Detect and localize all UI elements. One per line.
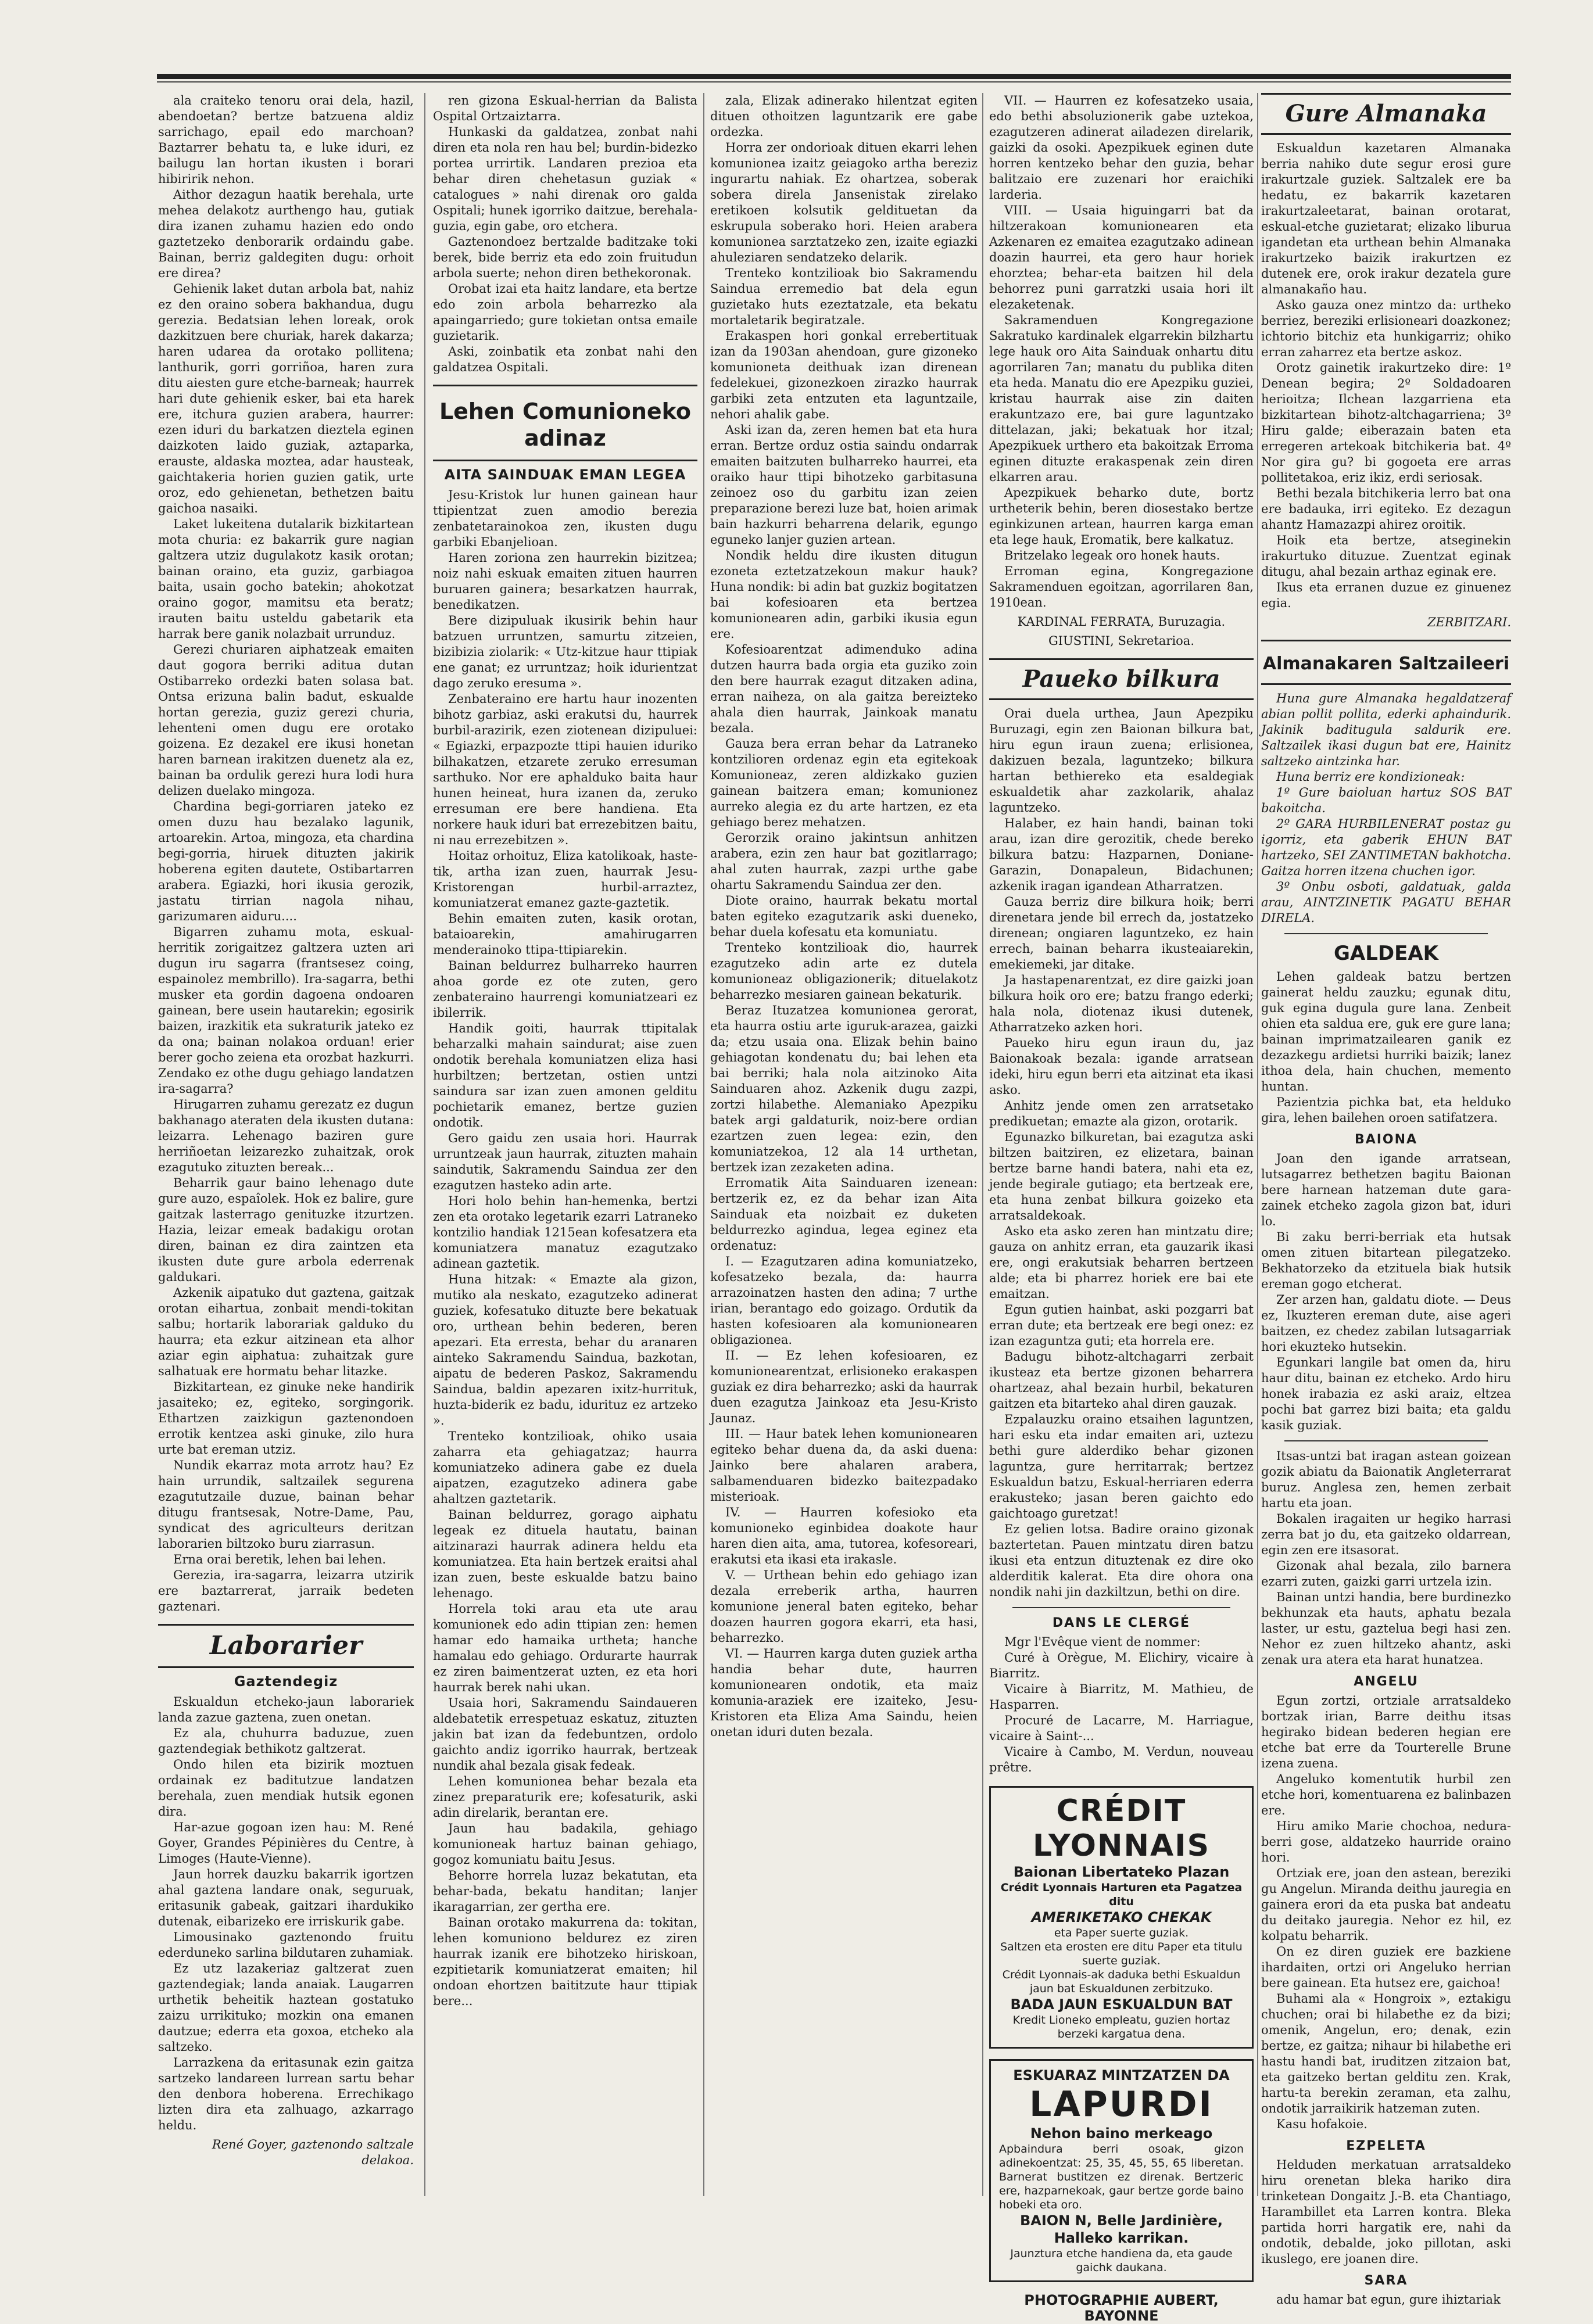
paragraph: Usaia hori, Sakramendu Saindaueren aldebatetik errespetuaz eskatuz, zituzten jakin bat izan da fedebuntzen, ordolo gaichto andiz igorriko haurrak, bertzeak nundik ahal bezala gisak fedeak. bbox=[433, 1696, 697, 1773]
signature-ferrata: KARDINAL FERRATA, Buruzagia. bbox=[1017, 615, 1226, 629]
ad-credit-line: Baionan Libertateko Plazan bbox=[1013, 1864, 1230, 1880]
laborarier-header bbox=[158, 1624, 414, 1668]
paragraph: Orotz gainetik irakurtzeko dire: 1º Denean begira; 2º Soldadoaren herioitza; Ilchean lazgarriena eta bizkitartean bihotz-altchagarriena; 3º Hiru galde; eiberazain baten eta erregeren artekoak bitchikeria bat. 4º Nor gira gu? bi gogoeta ere arras pollitetakoa, eriz ikiz, erdi seriosak. bbox=[1261, 361, 1511, 485]
paragraph: Aithor dezagun haatik berehala, urte mehea delakotz aurthengo hau, gutiak dira izanen zuhamu hazien edo ondo gaztetzeko denborarik ordaindu gabe. Bainan, berriz galdegiten dugu: orhoit ere direa? bbox=[158, 188, 414, 280]
paragraph: Hirugarren zuhamu gerezatz ez dugun bakhanago ateraten dela ikusten dutana: leizarra. Lehenago baziren gure herriñoetan leizarezko zuhaitzak, orok ezagutuko zituzten bereak... bbox=[158, 1098, 414, 1174]
top-rule-thin bbox=[157, 81, 1511, 83]
paragraph: Erna orai beretik, lehen bai lehen. bbox=[173, 1552, 386, 1566]
paragraph: Bethi bezala bitchikeria lerro bat ona ere badauka, irri egiteko. Ez dezagun ahantz Hamazazpi ahirez oroitik. bbox=[1261, 486, 1511, 532]
paragraph: Trenteko kontzilioak bio Sakramendu Saindua erremedio bat dela egun guzietako huts ezeztatzale, eta bekatu mortaletarik begiratzale. bbox=[710, 266, 978, 327]
paragraph: Sakramenduen Kongregazione Sakratuko kardinalek elgarrekin bilzhartu lege hauk oro Aita Sainduak onhartu ditu agorrilaren 7an; manatu du publika diten eta heda. Manatu dio ere Apezpiku guziei, kristau haurrak aise zin daiten erakuntzazo ere, bai gure laguntzako dittelazan, jaki; bekatuak hor itzal; Apezpikuek urthero eta bakoitzak Erroma eginen dituzte erakaspenak zein diren elkarren arau. bbox=[989, 313, 1254, 484]
article-ospital bbox=[433, 93, 697, 375]
paragraph: Lehen galdeak batzu bertzen gainerat heldu zauzku; egunak ditu, guk egina dugula gure lana. Zenbeit ohien eta saldua ere, guk ere gure lana; bainan imprimatzailearen ganik ez dezazkegu ardietsi hurriki baizik; lanez ithoa dela, hain chuchen, memento huntan. bbox=[1261, 970, 1511, 1093]
article-saltzaileak bbox=[1261, 691, 1511, 926]
paragraph: Angeluko komentutik hurbil zen etche hori, komentuarena ez balinbazen ere. bbox=[1261, 1772, 1511, 1817]
top-rule bbox=[157, 74, 1511, 79]
paragraph: Gauza berriz dire bilkura hoik; berri direnetara jende bil errech da, jostatzeko direnean; ongiaren laguntzeko, ez hain errech, bainan beharra ikusteaiarekin, emekiemeki, jar ditake. bbox=[989, 895, 1254, 971]
paragraph: Aski izan da, zeren hemen bat eta hura erran. Bertze orduz ostia saindu ondarrak emaiten baitzuten bulharreko haurrei, eta oraiko haur ttipi bihotzeko garbitasuna zeinoez oso du garbitu izan zeien preparazione berezi luze bat, hoien arimak bain hazkurri beharrena delarik, egungo eguneko lanjer guzien artean. bbox=[710, 423, 978, 547]
ad-credit-line: Kredit Lioneko empleatu, guzien hortaz berzeki kargatua dena. bbox=[1012, 2014, 1230, 2040]
paragraph: Haren zoriona zen haurrekin bizitzea; noiz nahi eskuak emaiten zituen haurren buruaren gainera; besarkatzen haurrak, benedikatzen. bbox=[433, 551, 697, 612]
paragraph: Bainan beldurrez, gorago aiphatu legeak ez dituela hautatu, bainan aitzinarazi haurrak adinera heldu eta komuniatzea. Eta hain bertzek eraitsi ahal izan zuen, beste eskualde batzu baino lehenago. bbox=[433, 1508, 697, 1600]
column-3 bbox=[710, 93, 978, 2196]
paragraph: Bokalen iragaiten ur hegiko harrasi zerra bat jo du, eta gaitzeko oldarrean, egin zen ere itsasorat. bbox=[1261, 1512, 1511, 1557]
paragraph: Kofesioarentzat adimenduko adina dutzen haurra bada orgia eta guziko zoin den bere haurrak ezagut ditzaken adina, erran naiheza, on ala gaitza bereizteko ahala dien haurrak, Jainkoak manatu bezala. bbox=[710, 643, 978, 735]
paragraph: Behin emaiten zuten, kasik orotan, bataioarekin, amahirugarren menderainoko ttipa-ttipiarekin. bbox=[433, 912, 697, 957]
paragraph: Jaun hau badakila, gehiago komunioneak hartuz bainan gehiago, gogoz komuniatu baitu Jesus. bbox=[433, 1821, 697, 1867]
saltzaileak-title: Almanakaren Saltzaileeri bbox=[1262, 654, 1510, 674]
paragraph: Ez gelien lotsa. Badire oraino gizonak baztertetan. Pauen mintzatu diren batzu ikusi eta entzun dituztenak ez dire oko alderditik kalerat. Eta dire ohora ona nondik nahi jin dazkiltzun, bethi on dire. bbox=[989, 1522, 1254, 1599]
column-5 bbox=[1261, 93, 1511, 2307]
comunion-title: Lehen Comunioneko adinaz bbox=[439, 399, 692, 451]
article-fruit-trees bbox=[158, 93, 414, 1615]
paragraph: Eskualdun etcheko-jaun laborariek landa zazue gaztena, zuen onetan. bbox=[158, 1695, 414, 1724]
ad-lapurdi-line: Jaunztura etche handiena da, eta gaude gaichk daukana. bbox=[1010, 2247, 1233, 2274]
paragraph: Orai duela urthea, Jaun Apezpiku Buruzagi, egin zen Baionan bilkura bat, hiru egun iraun zuena; erlisionea, dakizuen bezala, laguntzeko; bilkura hartan bethiereko eta esaldegiak eskualdetik ahar zazkolarik, ahalaz laguntzeko. bbox=[989, 706, 1254, 815]
clerge-heading: DANS LE CLERGÉ bbox=[1052, 1616, 1191, 1630]
paragraph: Hoitaz orhoituz, Eliza katolikoak, haste-tik, artha izan zuen, haurrak Jesu-Kristorengan hurbil-arraztez, komuniatzerat emanez gazte-gaztetik. bbox=[433, 849, 697, 910]
laborarier-signature: René Goyer, gaztenondo saltzale delakoa. bbox=[212, 2137, 414, 2167]
paragraph: Pazientzia pichka bat, eta helduko gira, lehen bailehen oroen satifatzera. bbox=[1261, 1095, 1511, 1125]
almanaka-signature: ZERBITZARI. bbox=[1427, 615, 1511, 629]
paragraph: Huna gure Almanaka hegaldatzeraf abian pollit pollita, ederki aphaindurik. Jakinik baditugula saldurik ere. Saltzailek ikasi dugun bat ere, Hainitz saltzeko aintzinka har. bbox=[1261, 691, 1511, 768]
ad-lapurdi-line: Nehon baino merkeago bbox=[1030, 2125, 1213, 2142]
paragraph: Nondik heldu dire ikusten ditugun ezoneta eztetzatzekoun makur hauk? Huna nondik: bi adin bat guzkiz bogitatzen bai kofesioaren eta bertzea komunionearen adin, garbiki ikusia egun ere. bbox=[710, 548, 978, 641]
paragraph: Ortziak ere, joan den astean, bereziki gu Angelun. Miranda deithu jauregia en gainera erori da eta puska bat andeatu du deitako jauregia. Nehor ez hil, ez kolpatu beharrik. bbox=[1261, 1866, 1511, 1943]
column-divider bbox=[424, 93, 425, 2196]
paragraph: Gizonak ahal bezala, zilo barnera ezarri zuten, gaizki garri urtzela izin. bbox=[1261, 1559, 1511, 1588]
paragraph: Zer arzen han, galdatu diote. — Deus ez, Ikuzteren ereman dute, aise ageri baitzen, ez chedez zabilan lutsagarriak hori ekuzteko hutsekin. bbox=[1261, 1293, 1511, 1354]
paragraph: Gauza bera erran behar da Latraneko kontzilioren ordenaz egin eta egitekoak Komunioneaz, zeren aldizkako guzien gainean baitzera eman; komunionez aurreko alegia ez du arte hartzen, ez eta gehiago berez mehatzen. bbox=[710, 737, 978, 829]
paragraph: 3º Onbu osboti, galdatuak, galda arau, AINTZINETIK PAGATU BEHAR DIRELA. bbox=[1261, 880, 1511, 925]
divider bbox=[1284, 1440, 1488, 1441]
paragraph: Vicaire à Cambo, M. Verdun, nouveau prêtre. bbox=[989, 1745, 1254, 1774]
paragraph: Helduden merkatuan arratsaldeko hiru orenetan bleka hariko dira trinketean Dongaitz J.-B. eta Chantiago, Harambillet eta Larren kontra. Bleka partida horri hargatik ere, nahi da ondotik, debalde, joko pillotan, aski ikuslego, ere joanen dire. bbox=[1261, 2158, 1511, 2266]
paragraph: Buhami ala « Hongroix », eztakigu chuchen; orai bi hilabethe ez da bizi; omenik, Angelun, ero; denak, ezin bertze, ez gaitza; nihaur bi hilabethe eri hastu handi bat, iruditzen zitzaion bat, eta gaitzeko bertan gelditu zen. Krak, hartu-ta berekin zeraman, eta zalhu, ondotik jarraikirik hatzeman zuten. bbox=[1261, 1992, 1511, 2115]
paragraph: Jaun horrek dauzku bakarrik igortzen ahal gaztena landare onak, seguruak, eritasunik gabeak, gaitzari ihardukiko dutenak, eibarizeko ere irriskurik gabe. bbox=[158, 1867, 414, 1928]
ad-credit-title: CRÉDIT LYONNAIS bbox=[1032, 1794, 1211, 1863]
paragraph: Ondo hilen eta bizirik moztuen ordainak ez baditutzue landatzen berehala, zuen mendiak hutsik egonen dira. bbox=[158, 1758, 414, 1819]
paragraph: Joan den igande arratsean, lutsagarrez bethetzen bagitu Baionan bere harnean hatzeman dute gara-zainek etcheko zagola gizon bat, iduri lo. bbox=[1261, 1152, 1511, 1228]
paragraph: Gaztenondoez bertzalde baditzake toki berek, bide berriz eta edo zoin fruitudun arbola suerte; nehon diren bethekoronak. bbox=[433, 235, 697, 280]
article-paueko-bilkura bbox=[989, 706, 1254, 1600]
paragraph: Jesu-Kristok lur hunen gainean haur ttipientzat zuen amodio berezia zenbatetarainokoa zen, ikusten dugu garbiki Ebanjelioan. bbox=[433, 488, 697, 549]
column-1 bbox=[158, 93, 414, 2196]
article-comunion-end bbox=[989, 93, 1254, 611]
comunion-header bbox=[433, 385, 697, 461]
paragraph: Halaber, ez hain handi, bainan toki arau, izan dire gerozitik, chede bereko bilkura batzu: Hazparnen, Doniane-Garazin, Donapaleun, Bidachunen; azkenik iragan igandean Atharratzen. bbox=[989, 816, 1254, 893]
ad-lapurdi-line: BAION N, Belle Jardinière, Halleko karrikan. bbox=[1019, 2212, 1223, 2246]
ad-photographie: PHOTOGRAPHIE AUBERT, BAYONNE bbox=[1024, 2292, 1219, 2324]
article-almanaka bbox=[1261, 141, 1511, 611]
paragraph: Limousinako gaztenondo fruitu ederduneko sarlina bildutaren zuhamiak. bbox=[158, 1930, 414, 1960]
paragraph: Hiru amiko Marie chochoa, nedura-berri gose, aldatzeko haurride oraino hori. bbox=[1261, 1819, 1511, 1864]
baiona-heading: BAIONA bbox=[1354, 1132, 1418, 1147]
paragraph: Erroman egina, Kongregazione Sakramenduen egoitzan, agorrilaren 8an, 1910ean. bbox=[989, 564, 1254, 609]
ad-credit-line: Saltzen eta erosten ere ditu Paper eta titulu suerte guziak. bbox=[1000, 1941, 1243, 1967]
paragraph: On ez diren guziek ere bazkiene ihardaiten, ortzi ori Angeluko herrian bere gainean. Eta hutsez ere, gaichoa! bbox=[1261, 1945, 1511, 1990]
paragraph: Trenteko kontzilioak, ohiko usaia zaharra eta gehiagatzaz; haurra komuniatzeko adinera gabe ez duela aipatzen, ezagutzeko adinera gabe ahaltzen gaztetarik. bbox=[433, 1429, 697, 1506]
paragraph: Behorre horrela luzaz bekatutan, eta behar-bada, bekatu handitan; lanjer ikaragarrian, zer gertha ere. bbox=[433, 1868, 697, 1914]
paragraph: Orobat izai eta haitz landare, eta bertze edo zoin arbola beharrezko ala apaingarriedo; gure tokietan ontsa emaile guzietarik. bbox=[433, 282, 697, 343]
paragraph: Bi zaku berri-berriak eta hutsak omen zituen bitartean pilegatzeko. Bekhatorzeko da etzituela biak hutsik ereman gogo etcherat. bbox=[1261, 1230, 1511, 1291]
article-ezpeleta bbox=[1261, 2157, 1511, 2267]
column-divider bbox=[703, 93, 704, 2196]
paragraph: Egunkari langile bat omen da, hiru haur ditu, bainan ez etcheko. Ardo hiru honek irabazia ez aski araiz, eltzea pochi bat garrez bizi baita; eta galdu kasik guziak. bbox=[1261, 1355, 1511, 1432]
paragraph: Kasu hofakoie. bbox=[1276, 2117, 1368, 2131]
paragraph: Beraz Ituzatzea komunionea gerorat, eta haurra ostiu arte iguruk-arazea, gaizki da; etzu usaia ona. Elizak behin baino gehiagotan kondenatu du; bai lehen eta bai berriki; hala nola aitzinoko Aita Sainduaren ahoz. Azkenik dugu zazpi, zortzi hilabethe. Alemaniako Apezpiku batek argi galdaturik, noiz-bere ordian ezartzen zuen legea: ezin, den komuniatzekoa, 12 ala 14 urthetan, bertzek izan zezaketen adina. bbox=[710, 1003, 978, 1174]
article-comunion-continued bbox=[710, 93, 978, 1740]
paragraph: Huna berriz ere kondizioneak: bbox=[1276, 770, 1465, 784]
paragraph: Handik goiti, haurrak ttipitalak beharzalki mahain saindurat; aise zuen ondotik berehala komuniatzen eliza hasi hurbiltzen; bertzetan, ostien untzi saindura sar izan zuen amonen gelditu pochietarik emanez, bertze guzien ondotik. bbox=[433, 1021, 697, 1129]
column-divider bbox=[982, 93, 983, 2196]
column-2 bbox=[433, 93, 697, 2196]
paragraph: Egun gutien hainbat, aski pozgarri bat erran dute; eta bertzeak ere begi onez: ez izan ezaguntza guti; eta horrela ere. bbox=[989, 1303, 1254, 1348]
paragraph: I. — Ezagutzaren adina komuniatzeko, kofesatzeko bezala, da: haurra arrazoinatzen hasten den adina; 7 urthe irian, berantago edo goizago. Ordutik da hasten kofesioaren ala komunionearen obligazionea. bbox=[710, 1254, 978, 1347]
paragraph: Bainan untzi handia, bere burdinezko bekhunzak eta hauts, aphatu bezala laster, ur estu, gaztelua begi hasi zen. Nehor ez zuen hiltzeko ahantz, aski zenak ura atera eta harat hunatzea. bbox=[1261, 1590, 1511, 1667]
ad-credit-line: AMERIKETAKO CHEKAK bbox=[1031, 1909, 1212, 1925]
paragraph: Eskualdun kazetaren Almanaka berria nahiko dute segur erosi gure irakurtzale guziek. Saltzalek ere ba hedatu, ez bakarrik kazetaren irakurtzaleetarat, bainan orotarat, eskual-etche guzietarat; elizako liburua igandetan eta urthean behin Almanaka irakurtzeko baizik irakurtzen ez dutenek ere, orok irakur dezatela gure almanakaño hau. bbox=[1261, 141, 1511, 296]
paragraph: VII. — Haurren ez kofesatzeko usaia, edo bethi absoluzionerik gabe uztekoa, ezagutzeren adinerat ailadezen direlarik, gaizki da osoki. Apezpikuek eginen dute horren kentzeko behar den guzia, behar balitzaio ere zuzenari hor eraichiki larderia. bbox=[989, 94, 1254, 202]
paragraph: Mgr l'Evêque vient de nommer: bbox=[1004, 1635, 1201, 1649]
paragraph: Curé à Orègue, M. Elichiry, vicaire à Biarritz. bbox=[989, 1651, 1254, 1680]
paragraph: Bere dizipuluak ikusirik behin haur batzuen urruntzen, samurtu zitzeien, bizibizia ziolarik: « Utz-kitzue haur ttipiak ene ganat; ez urruntzaz; hoik idurientzat dago zeruko eresuma ». bbox=[433, 614, 697, 690]
paragraph: Gerezia, ira-sagarra, leizarra utzirik ere baztarrerat, jarraik bedeten gaztenari. bbox=[158, 1568, 414, 1613]
column-divider bbox=[1257, 93, 1258, 2196]
paragraph: Chardina begi-gorriaren jateko ez omen duzu hau bezalako lagunik, artoarekin. Artoa, mingoza, eta chardina begi-gorria, hiruek dituzten jakirik hoberena egiten dautete, Ostibartarren arabera. Egiazki, hori ikusia gerozik, jastatu tirrian nagola nihau, garizumaren aiduru.... bbox=[158, 799, 414, 923]
paragraph: 2º GARA HURBILENERAT postaz gu igorriz, eta gaberik EHUN BAT hartzeko, SEI ZANTIMETAN bakhotcha. Gaitza horren itzena chuchen igor. bbox=[1261, 817, 1511, 878]
ad-credit-line: BADA JAUN ESKUALDUN BAT bbox=[1010, 1996, 1233, 2013]
paragraph: Beharrik gaur baino lehenago dute gure auzo, espaîolek. Hok ez balire, gure gaitzak lasterrago genituzke itzurtzen. Hazia, leizar emeak badakigu orotan diren, bainan ez dira zaintzen eta ikusten dute gure arbola ederrenak galdukari. bbox=[158, 1176, 414, 1284]
paragraph: ala craiteko tenoru orai dela, hazil, abendoetan? bertze batzuena aldiz sarrichago, epail edo marchoan? Baztarrer behatu ta, e luke iduri, ez bailugu lan hortan ikusten i borari hibiririk nehon. bbox=[158, 94, 414, 186]
ad-lapurdi-line: ESKUARAZ MINTZATZEN DA bbox=[1013, 2067, 1230, 2083]
paragraph: ren gizona Eskual-herrian da Balista Ospital Ortzaiztarra. bbox=[433, 94, 697, 123]
paragraph: Azkenik aipatuko dut gaztena, gaitzak orotan eihartua, zonbait mendi-tokitan salbu; hortarik laborariak galduko du haurra; eta ezkur aitzinean eta alhor aziar egin aiphatua: zuhaitzak gure salhatuak ere hormatu behar litazke. bbox=[158, 1286, 414, 1378]
paragraph: Gehienik laket dutan arbola bat, nahiz ez den oraino sobera bakhandua, dugu gerezia. Bedatsian lehen loreak, orok dazkitzuen bere churiak, harek dakarza; haren udarea da orotako pollitena; lanthurik, gorri gorriñoa, haren zura ditu aiesten gure etche-barneak; haurrek hari dute gehienik esker, bai eta harek ere, itchura guzien arabera, haurrer: ezen iduri du barkatzen dieztela eginen daizkoten laido guziak, aztaparka, erauste, aldaska moztea, adar hausteak, gaichtakeria horien guzien gatik, urte oroz, edo gehienetan, bethetzen baitu gaichoa nasaiki. bbox=[158, 282, 414, 515]
paragraph: Asko gauza onez mintzo da: urtheko berriez, bereziki erlisioneari doazkonez; ichtorio bitchiz eta hunkigarriz; ohiko erran zaharrez eta bertze askoz. bbox=[1261, 298, 1511, 359]
ad-lapurdi bbox=[989, 2059, 1254, 2282]
ad-credit-lyonnais bbox=[989, 1786, 1254, 2049]
paragraph: Gerezi churiaren aiphatzeak emaiten daut gogora berriki aditua dutan Ostibarreko ordezki baten solasa bat. Ontsa erizuna balin badut, eskualde hortan gerezia, guziz gerezi churia, lehenteni omen dugu ere orotako goizena. Ez dezakel ere ikusi honetan haren barnean irakitzen duenetz ala ez, bainan ba ordulik gerezi hura lodi hura delizen duelako mingoza. bbox=[158, 643, 414, 798]
ad-lapurdi-line: Apbaindura berri osoak, gizon adinekoentzat: 25, 35, 45, 55, 65 liberetan. Barnerat bustitzen ez direnak. Bertzeric ere, hazparnekoak, gaur bertze gorde baino hobeki eta oro. bbox=[999, 2143, 1244, 2211]
paragraph: Bainan beldurrez bulharreko haurren ahoa gorde ez ote zuten, gero zenbateraino haurrengi komuniatzeari ez ibilerrik. bbox=[433, 959, 697, 1020]
paragraph: Diote oraino, haurrak bekatu mortal baten egiteko ezagutzarik aski dueneko, behar duela kofesatu eta komuniatu. bbox=[710, 894, 978, 939]
ezpeleta-heading: EZPELETA bbox=[1346, 2139, 1426, 2153]
paragraph: Paueko hiru egun iraun du, jaz Baionakoak bezala: igande arratsean ideki, hiru egun berri eta aitzinat eta ikasi asko. bbox=[989, 1036, 1254, 1097]
paragraph: Bainan orotako makurrena da: tokitan, lehen komuniono beldurez ez ziren haurrak izanik ere bihotzeko hiriskoan, ezpitietarik komuniatzerat emaiten; hil ondoan ehortzen baititzute haur ttipiak bere... bbox=[433, 1916, 697, 2008]
paragraph: Egun zortzi, ortziale arratsaldeko bortzak irian, Barre deithu itsas hegirako bidean bederen hegian ere etche bat erre da Tourterelle Brune izena zuena. bbox=[1261, 1694, 1511, 1770]
paragraph: Horra zer ondorioak dituen ekarri lehen komunionea izaitz geiagoko artha bereziz ingurartu nahiak. Ez ohartzea, soberak sobera direla Jansenistak zirelako eretikoen kolsutik geldituetan da eskrupula soberako hori. Heien arabera komunionea sarztatzeko zen, izaite egiazki ahuleziaren sendatzeko delarik. bbox=[710, 141, 978, 264]
paragraph: Nundik ekarraz mota arrotz hau? Ez hain urrundik, saltzailek segurena ezagututzaile duzue, bainan behar ditugu frantsesak, Notre-Dame, Pau, syndicat des agriculteurs deritzan laborarien biltzoko buru ziarrasun. bbox=[158, 1458, 414, 1551]
comunion-subtitle: AITA SAINDUAK EMAN LEGEA bbox=[444, 467, 686, 483]
paragraph: Ezpalauzku oraino etsaihen laguntzen, hari esku eta indar emaiten ari, uztezu bethi gure alderdiko behar gizonen laguntza, gure herritarrak; bertzez Eskualdun batzu, Eskual-herriaren ederra erakusteko; jasan beren gaichto edo gaichtoago guretzat! bbox=[989, 1412, 1254, 1520]
paragraph: IV. — Haurren kofesioko eta komunioneko eginbidea doakote haur haren dien aita, ama, tutorea, kofesoreari, erakutsi eta ikasi eta irakasle. bbox=[710, 1505, 978, 1566]
paragraph: Procuré de Lacarre, M. Harriague, vicaire à Saint-... bbox=[989, 1713, 1254, 1743]
paragraph: Badugu bihotz-altchagarri zerbait ikusteaz eta bertze gizonen beharrera ohartzeaz, ahal bezain hurbil, bekaturen gaitzen eta bitarteko ahal diren gauzak. bbox=[989, 1350, 1254, 1411]
paragraph: Gerorzik oraino jakintsun anhitzen arabera, ezin zen haur bat gozitlarrago; ahal zuten haurrak, zazpi urthe gabe ohartu Sakramendu Saindua zer den. bbox=[710, 831, 978, 892]
paragraph: Horrela toki arau eta ute arau komunionek edo adin ttipian zen: hemen hamar edo hamaika urtheta; hanche hamalau edo gehiago. Ordurarte haurrak ez ziren baimentzerat uzten, ez eta hori haurrak berek nahi ukan. bbox=[433, 1602, 697, 1694]
paragraph: Ja hastapenarentzat, ez dire gaizki joan bilkura hoik oro ere; batzu frango ederki; hala nola, diotenaz ikusi dutenek, Atharratzeko azken hori. bbox=[989, 973, 1254, 1034]
divider bbox=[1012, 1607, 1230, 1608]
paueko-title: Paueko bilkura bbox=[1022, 665, 1220, 693]
almanaka-title: Gure Almanaka bbox=[1285, 100, 1487, 127]
article-galdeak bbox=[1261, 969, 1511, 1126]
almanaka-header bbox=[1261, 93, 1511, 135]
paragraph: Hoik eta bertze, atseginekin irakurtuko dituzue. Zuentzat eginak ditugu, ahal bezain arthaz eginak ere. bbox=[1261, 533, 1511, 579]
paragraph: Laket lukeitena dutalarik bizkitartean mota churia: ez bakarrik gure nagian galtzera utziz dugulakotz kasik orotan; bainan oraino, eta guziz, garbiagoa baita, usain gocho batekin; ahokotzat oraino gogor, mamitsu eta beratz; irauten baitu usteldu gabetarik eta harrak bere ganik nolazbait urrunduz. bbox=[158, 517, 414, 641]
paragraph: Zenbateraino ere hartu haur inozenten bihotz garbiaz, aski erakutsi du, haurrek burbil-arazirik, ezen ziotenean dizipuluei: « Egiazki, erpazpozte ttipi hauien iduriko bilhakatzen, etzarete zeruko erresuman sarthuko. Nor ere aphalduko baita haur hunen heineat, hura izanen da, zeruko erresuman ere bere handiena. Eta norkere hauk iduri bat errezebitzen baitu, ni nau errezebitzen ». bbox=[433, 692, 697, 847]
article-comunion bbox=[433, 487, 697, 2009]
paragraph: Vicaire à Biarritz, M. Mathieu, de Hasparren. bbox=[989, 1682, 1254, 1712]
paragraph: Egunazko bilkuretan, bai ezagutza aski biltzen baitziren, ez elizetara, bainan bertze barne handi batera, nahi eta ez, jende begirale gutiago; eta bertzeak ere, eta huna zenbat bilkura goizeko eta arratsaldekoak. bbox=[989, 1130, 1254, 1222]
paragraph: Asko eta asko zeren han mintzatu dire; gauza on anhitz erran, eta gauzarik ikasi ere, ongi erakutsiak beharren bertzeen alde; eta bi pharrez horiek ere bai ete emaitzan. bbox=[989, 1224, 1254, 1301]
paragraph: Erakaspen hori gonkal errebertituak izan da 1903an ahendoan, gure gizoneko komunioneta deithuak izan direnean fedelekuei, gizonezkoen zirazko haurrak garbiki zeta entzuten eta laguntzaile, nehori ahalik gabe. bbox=[710, 329, 978, 421]
paragraph: Bizkitartean, ez ginuke neke handirik jasaiteko; ez, egiteko, sorgingorik. Ethartzen zaizkigun gaztenondoen errotik kentzea aski ginuke, zilo hura urte bat ereman utziz. bbox=[158, 1380, 414, 1457]
article-laborarier bbox=[158, 1694, 414, 2133]
paragraph: II. — Ez lehen kofesioaren, ez komunionearentzat, erlisioneko erakaspen guziak ez dira beharrezko; aski da haurrak duen ezagutza Jainkoaz eta Jesu-Kristo Jaunaz. bbox=[710, 1349, 978, 1425]
paragraph: Bigarren zuhamu mota, eskual-herritik zorigaitzez galtzera uzten ari dugun iru sagarra (frantsesez coing, espainolez membrillo). Ira-sagarra, bethi musker eta gordin dagoena ondoaren gainean, bere usein hautarekin; egosirik baizen, irazkitik eta sukraturik jateko ez da ona; bainan nolakoa orduan! erier berer gocho zeiena eta orozbat hazkurri. Zendako ez othe dugu gehiago landatzen ira-sagarra? bbox=[158, 925, 414, 1096]
paueko-header bbox=[989, 658, 1254, 700]
ad-lapurdi-title: LAPURDI bbox=[1029, 2084, 1213, 2125]
paragraph: Har-azue gogoan izen hau: M. René Goyer, Grandes Pépinières du Centre, à Limoges (Haute-Vienne). bbox=[158, 1820, 414, 1866]
saltzaileak-header bbox=[1261, 640, 1511, 685]
paragraph: III. — Haur batek lehen komunionearen egiteko behar duena da, da aski duena: Jainko bere ahalaren arabera, salbamenduaren bidezko baitezpadako misterioak. bbox=[710, 1427, 978, 1504]
paragraph: 1º Gure baioluan hartuz SOS BAT bakoitcha. bbox=[1261, 786, 1511, 815]
angelu-heading: ANGELU bbox=[1354, 1674, 1419, 1689]
paragraph: adu hamar bat egun, gure ihiztariak bbox=[1276, 2293, 1501, 2307]
paragraph: Ez utz lazakeriaz galtzerat zuen gaztendegiak; landa anaiak. Laugarren urthetik beheitik haztean gostatuko zaizu urrikituko; mozkin ona emanen dautzue; ederra eta goxoa, etcheko ala saltzeko. bbox=[158, 1961, 414, 2054]
ad-credit-line: Crédit Lyonnais-ak daduka bethi Eskualdun jaun bat Eskualdunen zerbitzuko. bbox=[1002, 1968, 1241, 1995]
paragraph: V. — Urthean behin edo gehiago izan dezala erreberik artha, haurren komunione jeneral baten egiteko, behar doazen haurren gogora ekarri, eta hasi, beharrezko. bbox=[710, 1568, 978, 1645]
paragraph: Larrazkena da eritasunak ezin gaitza sartzeko landareen lurrean sartu behar den denbora hoberena. Errechikago lizten dira eta zalhuago, azkarrago heldu. bbox=[158, 2056, 414, 2132]
paragraph: Erromatik Aita Sainduaren izenean: bertzerik ez, ez da behar izan Aita Sainduak eta noizbait ez duketen beldurrezko agindua, legea eginez eta ordenatuz: bbox=[710, 1176, 978, 1253]
signature-giustini: GIUSTINI, Sekretarioa. bbox=[1048, 634, 1195, 648]
galdeak-title: GALDEAK bbox=[1334, 942, 1438, 965]
paragraph: VI. — Haurren karga duten guziek artha handia behar dute, haurren komunionearen ondotik, eta maiz komunia-araziek ere izaiteko, Jesu-Kristoren eta Eliza Ama Saindu, heien onetan iduri duten bezala. bbox=[710, 1647, 978, 1739]
paragraph: Anhitz jende omen zen arratsetako predikuetan; emazte ala gizon, orotarik. bbox=[989, 1099, 1254, 1128]
laborarier-title: Laborarier bbox=[209, 1631, 363, 1660]
paragraph: Lehen komunionea behar bezala eta zinez preparaturik ere; kofesaturik, aski adin direlarik, berantan ere. bbox=[433, 1774, 697, 1820]
paragraph: zala, Elizak adinerako hilentzat egiten dituen othoitzen laguntzarik ere gabe ordezka. bbox=[710, 94, 978, 139]
article-angelu bbox=[1261, 1693, 1511, 2132]
article-baiona bbox=[1261, 1151, 1511, 1433]
paragraph: Apezpikuek beharko dute, bortz urtheterik behin, beren diosestako bertze eginkizunen artean, haurren karga eman eta lege hauk, Eromatik, bere kalkatuz. bbox=[989, 486, 1254, 547]
paragraph: Huna hitzak: « Emazte ala gizon, mutiko ala neskato, ezagutzeko adinerat guziek, kofesatuko dituzte bere bekatuak oro, urthean behin bederen, beren apezari. Eta erresta, behar du aranaren ainteko Sakramendu Saindua, bazkotan, aipatu de bederen Paskoz, Sakramendu Saindua, baldin apezaren ixitz-hurrituk, huzta-biderik ez badu, idurituz ez artzeko ». bbox=[433, 1272, 697, 1428]
paragraph: VIII. — Usaia higuingarri bat da hiltzerakoan komunionearen eta Azkenaren ez emaitea ezagutzako adinean doazin haurrei, eta gero haur horiek ehorztea; behar-eta baitzen hil dela behorrez puni garratzki usaia hori ilt elezaketenak. bbox=[989, 203, 1254, 311]
article-clerge bbox=[989, 1634, 1254, 1776]
paragraph: Hori holo behin han-hemenka, bertzi zen eta orotako legetarik ezarri Latraneko kontzilio handiak 1215ean kofesatzera eta komuniatzera manatuz ezagutzako adinean gaztetik. bbox=[433, 1194, 697, 1271]
gaztendegiz-heading: Gaztendegiz bbox=[234, 1673, 338, 1690]
paragraph: Aski, zoinbatik eta zonbat nahi den galdatzea Ospitali. bbox=[433, 345, 697, 374]
paragraph: Ez ala, chuhurra baduzue, zuen gaztendegiak bethikotz galtzerat. bbox=[158, 1726, 414, 1756]
paragraph: Gero gaidu zen usaia hori. Haurrak urruntzeak jaun haurrak, zituzten mahain saindutik, Sakramendu Saindua zer den ezagutzen hasteko adin arte. bbox=[433, 1131, 697, 1192]
article-baiona-ship bbox=[1261, 1448, 1511, 1668]
column-4 bbox=[989, 93, 1254, 2324]
paragraph: Hunkaski da galdatzea, zonbat nahi diren eta nola ren hau bel; burdin-bidezko portea urrirtik. Landaren prezioa eta behar diren chehetasun guziak « catalogues » nahi direnak oro galda Ospitali; hunek igorriko daitzue, berehala-guzia, egin gabe, oro etchera. bbox=[433, 125, 697, 233]
paragraph: Trenteko kontzilioak dio, haurrek ezagutzeko adin arte ez dutela komunioneaz obligazionerik; dituelakotz beharrezko mesiaren gainean bekaturik. bbox=[710, 941, 978, 1002]
ad-credit-line: eta Paper suerte guziak. bbox=[1054, 1927, 1189, 1939]
sara-heading: SARA bbox=[1364, 2273, 1408, 2288]
ad-credit-line: Crédit Lyonnais Harturen eta Pagatzea ditu bbox=[1000, 1881, 1243, 1908]
divider bbox=[1284, 933, 1488, 934]
paragraph: Itsas-untzi bat iragan astean goizean gozik abiatu da Baionatik Angleterrarat buruz. Anglesa zen, hemen zerbait hartu eta joan. bbox=[1261, 1449, 1511, 1510]
article-sara bbox=[1261, 2292, 1511, 2308]
paragraph: Ikus eta erranen duzue ez ginuenez egia. bbox=[1261, 580, 1511, 610]
paragraph: Britzelako legeak oro honek hauts. bbox=[1004, 548, 1220, 562]
